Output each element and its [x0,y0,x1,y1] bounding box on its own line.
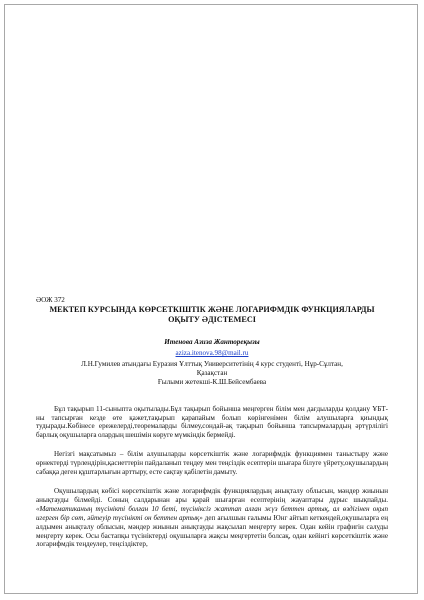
affiliation-line2: Қазақстан [196,368,228,377]
udk-code: ӘОЖ 372 [36,296,65,304]
article-title-line2: ОҚЫТУ ӘДІСТЕМЕСІ [168,314,256,324]
author-name: Итенова Азиза Жантореқызы [164,338,260,347]
affiliation-line1: Л.Н.Гумилев атындағы Еуразия Ұлттық Университетінің 4 курс студенті, Нұр-Сұлтан, [81,359,343,368]
quote-young: «Математиканың түсінікті болған 10 беті, түсініксіз жаттап алған жүз беттен артық, ал өздігінен оқып игерген бір сөт, әйтеуір түсінікті он беттен артық» [36,504,388,522]
document-body [36,296,388,549]
paragraph-method [36,487,388,549]
article-title-line1: МЕКТЕП КУРСЫНДА КӨРСЕТКІШТІК ЖӘНЕ ЛОГАРИФМДІК ФУНКЦИЯЛАРДЫ [49,304,375,314]
supervisor: Ғылыми жетекші-К.Ш.Бейсембаева [157,377,267,386]
author-email-link[interactable]: aziza.itenova.98@mail.ru [175,349,249,357]
paragraph-intro: Бұл тақырып 11-сыныпта оқытылады.Бұл тақырып бойынша меңгерген білім мен дағдыларды қолдану ҰБТ-ны тапсырған кезде өте қажет,тақырып қарапайым болып көрінгенімен білім алушыларға қиындық тудырады.Көбінесе ережелерді,теоремаларды білмеу,сондай-ақ тақырып бойынша тапсырмалардың әртүрлілігі барлық оқушыларға олардың шешімін көруге мүмкіндік бермейді. [36,404,388,440]
paragraph-method-text-b: деп ағылшын ғалымы Юнг айтып кеткендей,оқушыларға ең алдымен анықталу облысын, мәндер жиынын анықтауды жақсылап меңгерту керек. Одан кейін графигін салуды меңгерту керек. Осы бастапқы түсініктерді оқушыларға жақсы меңгертетін болсақ, одан кейінгі көрсеткіштік және логарифмдік теңдеулер, теңсіздіктер, [36,513,388,549]
paragraph-method-text-a: Оқушылардың көбісі көрсеткіштік және логарифмдік функциялардың анықталу облысын, мәндер жиынын анықтауды білмейді. Соның салдарынан ары қарай шығарған есептерінің жауаптары дұрыс шықпайды. [36,486,388,504]
paragraph-goal: Негізгі мақсатымыз – білім алушыларды көрсеткіштік және логарифмдік функциямен таныстыру және өрнектерді түрлендірін,қасиеттерін пайдаланып теңдеу мен теңсіздік есептерін шығара білуге үйрету,оқушылардың сабаққа деген құштарлығын арттыру, есте сақтау қабілетін дамыту. [36,450,388,477]
